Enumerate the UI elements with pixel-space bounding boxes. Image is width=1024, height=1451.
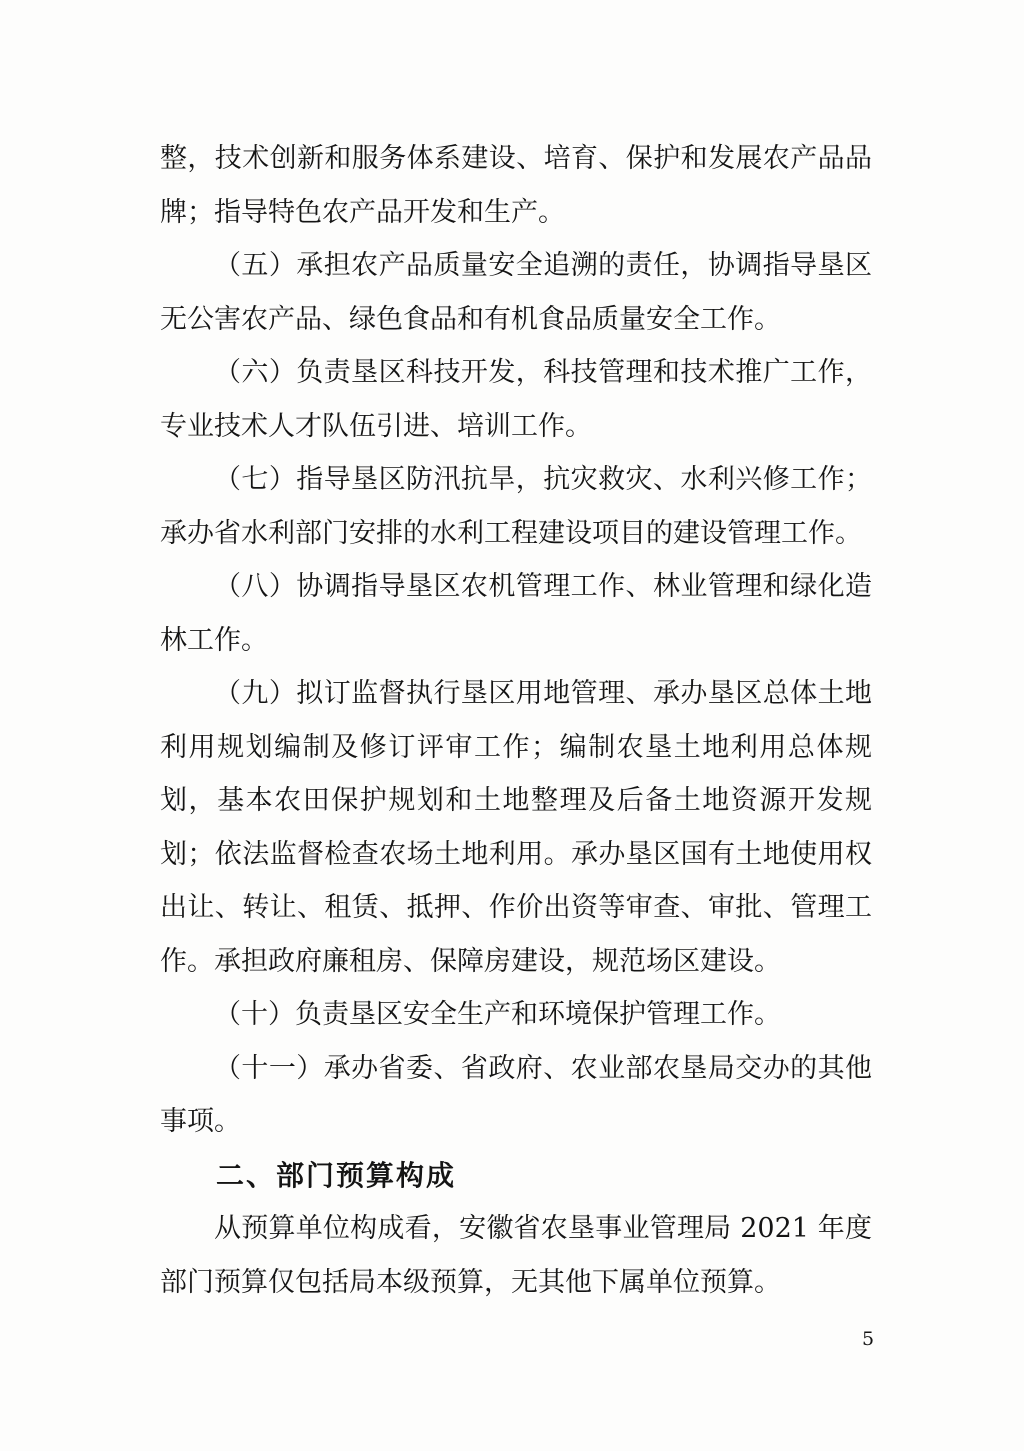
- text-line: 无公害农产品、绿色食品和有机食品质量安全工作。: [160, 303, 781, 335]
- text-line: （六）负责垦区科技开发，科技管理和技术推广工作，: [214, 357, 872, 388]
- text-line: 林工作。: [160, 624, 268, 656]
- text-line: 作。承担政府廉租房、保障房建设，规范场区建设。: [160, 945, 781, 977]
- document-body: [160, 132, 872, 1309]
- section-heading: 二、部门预算构成: [216, 1158, 457, 1192]
- text-line: 事项。: [160, 1106, 241, 1137]
- text-line: 承办省水利部门安排的水利工程建设项目的建设管理工作。: [160, 517, 862, 549]
- page-number: 5: [862, 1328, 875, 1350]
- text-line: （十一）承办省委、省政府、农业部农垦局交办的其他: [214, 1052, 872, 1084]
- text-line: （七）指导垦区防汛抗旱，抗灾救灾、水利兴修工作；: [214, 464, 872, 495]
- text-line: （八）协调指导垦区农机管理工作、林业管理和绿化造: [214, 571, 872, 602]
- text-line: 从预算单位构成看，安徽省农垦事业管理局 2021 年度: [214, 1213, 872, 1244]
- text-line: （五）承担农产品质量安全追溯的责任，协调指导垦区: [214, 250, 872, 281]
- text-line: （九）拟订监督执行垦区用地管理、承办垦区总体土地: [214, 678, 872, 709]
- text-line: 专业技术人才队伍引进、培训工作。: [160, 410, 592, 442]
- text-line: 牌；指导特色农产品开发和生产。: [160, 196, 565, 228]
- text-line: 划，基本农田保护规划和土地整理及后备土地资源开发规: [160, 785, 872, 816]
- text-line: 划；依法监督检查农场土地利用。承办垦区国有土地使用权: [160, 838, 872, 870]
- text-line: 部门预算仅包括局本级预算，无其他下属单位预算。: [160, 1266, 781, 1298]
- text-line: （十）负责垦区安全生产和环境保护管理工作。: [214, 999, 781, 1030]
- text-line: 出让、转让、租赁、抵押、作价出资等审查、审批、管理工: [160, 892, 872, 923]
- text-line: 整，技术创新和服务体系建设、培育、保护和发展农产品品: [160, 143, 872, 174]
- text-line: 利用规划编制及修订评审工作；编制农垦土地利用总体规: [160, 731, 872, 763]
